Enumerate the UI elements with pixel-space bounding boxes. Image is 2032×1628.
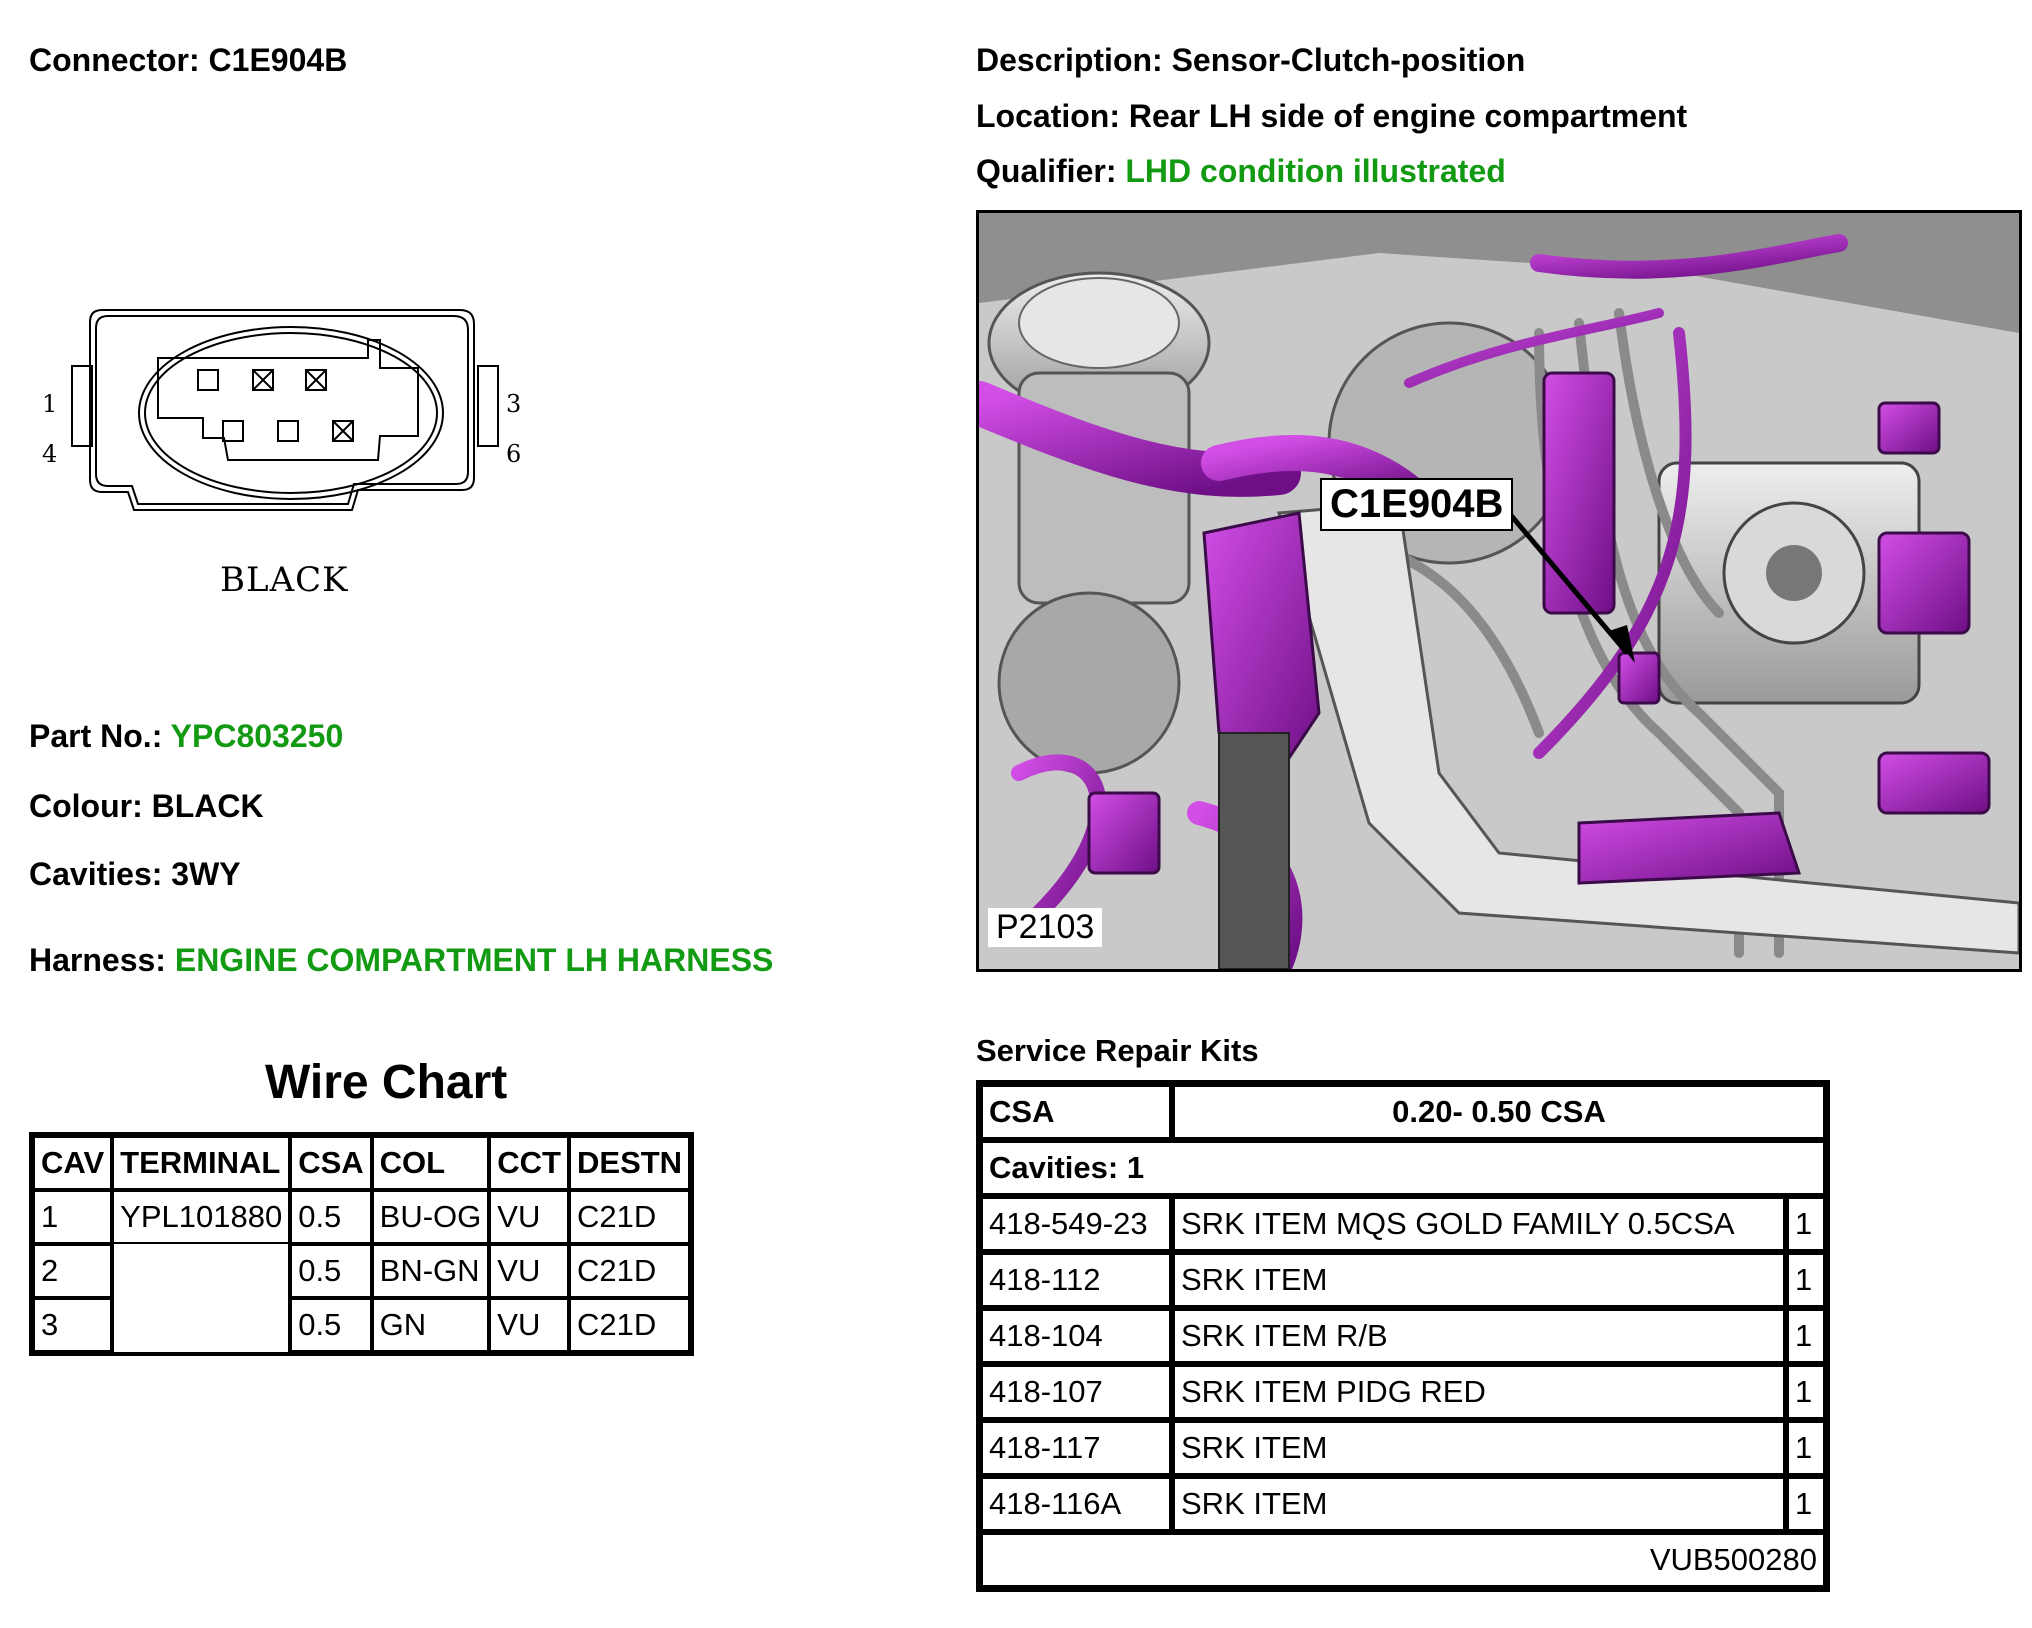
connector-color-label: BLACK: [220, 560, 349, 600]
colour-line: [29, 788, 264, 825]
srk-qty: 1: [1786, 1476, 1826, 1532]
cell-terminal: YPL101880: [112, 1190, 290, 1244]
harness-line: [29, 942, 773, 979]
table-row: [980, 1476, 1826, 1532]
wire-chart-title: Wire Chart: [265, 1056, 508, 1109]
col-header-terminal: TERMINAL: [112, 1136, 290, 1190]
srk-qty: 1: [1786, 1196, 1826, 1252]
table-row: [980, 1364, 1826, 1420]
srk-qty: 1: [1786, 1420, 1826, 1476]
pin-label-4: 4: [42, 440, 58, 468]
col-header-destn: DESTN: [569, 1136, 690, 1190]
cavities-label: Cavities:: [29, 856, 163, 892]
srk-cavities-row: [980, 1140, 1826, 1196]
srk-cavities: Cavities: 1: [980, 1140, 1826, 1196]
cell-col: BU-OG: [372, 1190, 490, 1244]
srk-part-number: 418-549-23: [980, 1196, 1172, 1252]
cell-terminal-empty: [112, 1244, 290, 1352]
srk-item-description: SRK ITEM PIDG RED: [1172, 1364, 1786, 1420]
srk-csa-label: CSA: [980, 1084, 1172, 1140]
cell-cct: VU: [489, 1244, 569, 1298]
col-header-cct: CCT: [489, 1136, 569, 1190]
srk-csa-value: 0.20- 0.50 CSA: [1172, 1084, 1826, 1140]
qualifier-line: [976, 153, 1506, 190]
pin-label-3: 3: [506, 390, 522, 418]
cavities-line: [29, 856, 241, 893]
srk-qty: 1: [1786, 1252, 1826, 1308]
cell-cct: VU: [489, 1190, 569, 1244]
srk-part-number: 418-107: [980, 1364, 1172, 1420]
cavities-value: 3WY: [171, 856, 241, 892]
part-no-line: [29, 718, 343, 755]
cell-col: GN: [372, 1298, 490, 1352]
table-row: [980, 1252, 1826, 1308]
cell-csa: 0.5: [290, 1298, 371, 1352]
srk-qty: 1: [1786, 1308, 1826, 1364]
qualifier-label: Qualifier:: [976, 153, 1117, 189]
srk-part-number: 418-112: [980, 1252, 1172, 1308]
srk-part-number: 418-104: [980, 1308, 1172, 1364]
srk-table: [976, 1080, 1830, 1592]
description-value: Sensor-Clutch-position: [1171, 42, 1526, 78]
col-header-col: COL: [372, 1136, 490, 1190]
col-header-csa: CSA: [290, 1136, 371, 1190]
srk-part-number: 418-117: [980, 1420, 1172, 1476]
colour-value: BLACK: [151, 788, 264, 824]
engine-compartment-illustration: [979, 213, 2019, 969]
photo-callout-label: C1E904B: [1320, 478, 1513, 531]
description-label: Description:: [976, 42, 1163, 78]
srk-part-number: 418-116A: [980, 1476, 1172, 1532]
cell-cav: 1: [33, 1190, 112, 1244]
cell-cct: VU: [489, 1298, 569, 1352]
harness-value: ENGINE COMPARTMENT LH HARNESS: [174, 942, 774, 978]
connector-line: [29, 42, 347, 79]
table-row: [980, 1196, 1826, 1252]
table-row: [980, 1420, 1826, 1476]
connector-value: C1E904B: [208, 42, 348, 78]
part-no-label: Part No.:: [29, 718, 163, 754]
srk-footer-code: VUB500280: [980, 1532, 1826, 1588]
description-line: [976, 42, 1525, 79]
pin-label-6: 6: [506, 440, 522, 468]
srk-item-description: SRK ITEM: [1172, 1476, 1786, 1532]
location-label: Location:: [976, 98, 1120, 134]
cell-cav: 2: [33, 1244, 112, 1298]
location-line: [976, 98, 1687, 135]
srk-item-description: SRK ITEM R/B: [1172, 1308, 1786, 1364]
table-row: [33, 1190, 690, 1244]
pin-label-1: 1: [42, 390, 58, 418]
srk-title: Service Repair Kits: [976, 1033, 1259, 1068]
srk-item-description: SRK ITEM: [1172, 1252, 1786, 1308]
harness-label: Harness:: [29, 942, 166, 978]
srk-qty: 1: [1786, 1364, 1826, 1420]
connector-label: Connector:: [29, 42, 200, 78]
srk-item-description: SRK ITEM MQS GOLD FAMILY 0.5CSA: [1172, 1196, 1786, 1252]
location-value: Rear LH side of engine compartment: [1128, 98, 1688, 134]
cell-destn: C21D: [569, 1298, 690, 1352]
table-row: [980, 1308, 1826, 1364]
connector-face-diagram: [28, 300, 548, 560]
col-header-cav: CAV: [33, 1136, 112, 1190]
qualifier-value: LHD condition illustrated: [1125, 153, 1506, 189]
srk-item-description: SRK ITEM: [1172, 1420, 1786, 1476]
part-no-value: YPC803250: [170, 718, 344, 754]
cell-col: BN-GN: [372, 1244, 490, 1298]
srk-csa-row: [980, 1084, 1826, 1140]
cell-destn: C21D: [569, 1244, 690, 1298]
cell-csa: 0.5: [290, 1190, 371, 1244]
photo-reference-code: P2103: [988, 908, 1102, 947]
cell-csa: 0.5: [290, 1244, 371, 1298]
colour-label: Colour:: [29, 788, 143, 824]
srk-footer-row: [980, 1532, 1826, 1588]
wire-chart-header-row: [33, 1136, 690, 1190]
cell-cav: 3: [33, 1298, 112, 1352]
wire-chart-table: [29, 1132, 694, 1356]
table-row: [33, 1244, 690, 1298]
cell-destn: C21D: [569, 1190, 690, 1244]
location-photo: [976, 210, 2022, 972]
